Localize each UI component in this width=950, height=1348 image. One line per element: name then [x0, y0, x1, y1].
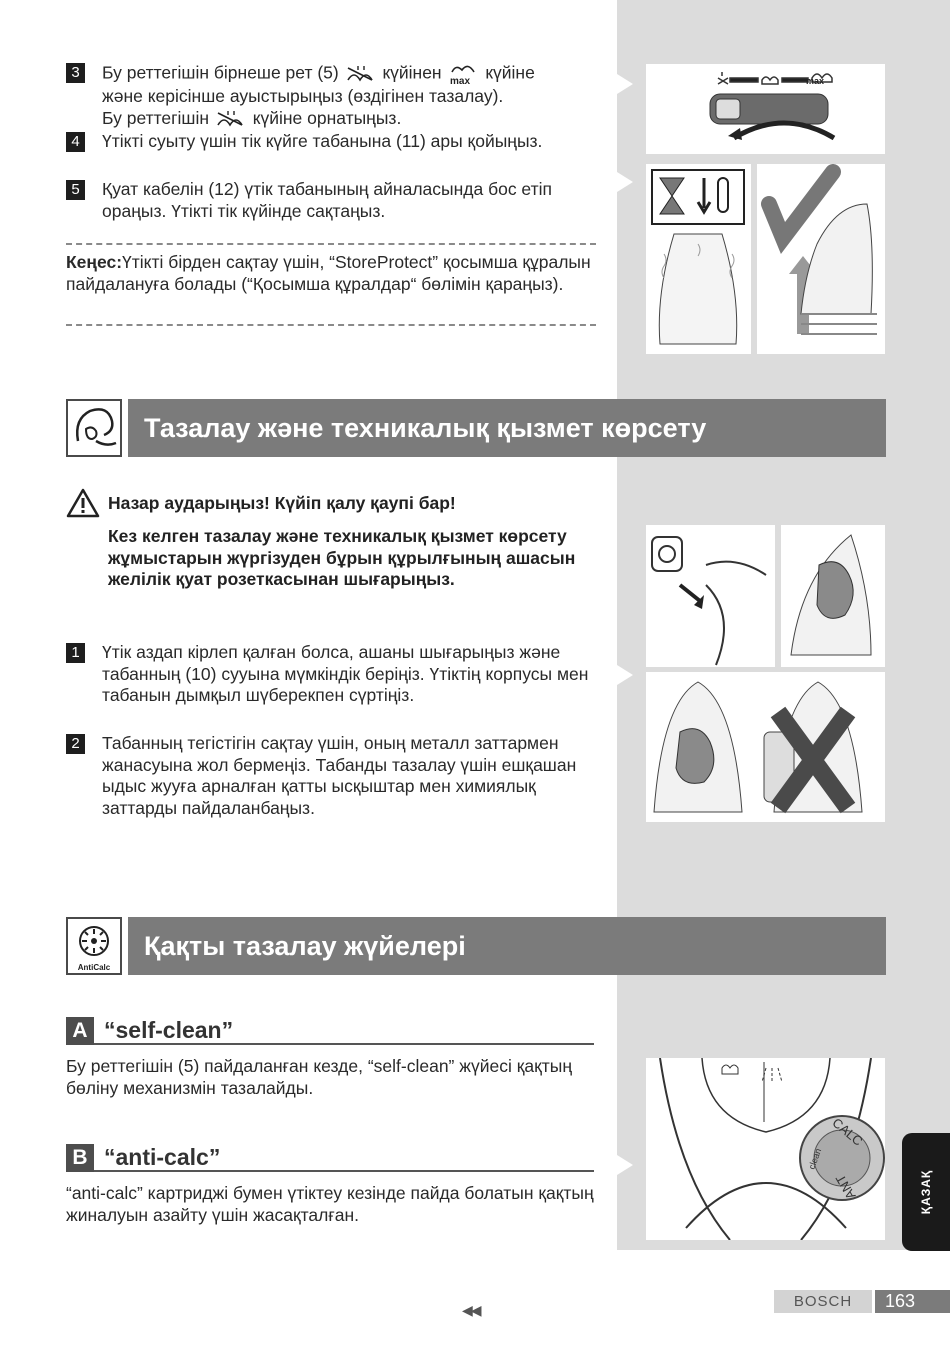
panel-pointer — [617, 665, 633, 685]
tip-text: Үтікті бірден сақтау үшін, “StoreProtect” қосымша құралын пайдалануға болады (“Қосымша құралдар“ бөлімін қараңыз). — [66, 252, 591, 294]
back-navigation-icon[interactable]: ◀◀ — [462, 1302, 480, 1318]
no-steam-icon — [344, 64, 378, 84]
step-4-text: Үтікті суыту үшін тік күйге табанына (11) ары қойыңыз. — [102, 131, 543, 151]
language-tab[interactable] — [902, 1133, 950, 1251]
panel-pointer — [617, 1155, 633, 1175]
banner-separator — [124, 917, 128, 975]
anti-label: ANT — [832, 1171, 859, 1202]
anticalc-icon — [66, 917, 122, 975]
step-number: 3 — [66, 63, 85, 83]
brand-label: BOSCH — [774, 1290, 872, 1313]
anticalc-icon-label: AntiCalc — [77, 963, 111, 972]
anticalc-cartridge-illustration — [646, 1058, 885, 1240]
no-steam-icon — [214, 109, 248, 129]
tip-divider-bottom — [66, 324, 596, 326]
subsection-letter: A — [66, 1017, 94, 1045]
max-steam-icon — [446, 62, 480, 86]
subsection-name: “self-clean” — [104, 1017, 234, 1043]
steam-regulator-illustration — [646, 64, 885, 154]
step-3-line: күйінен — [382, 62, 442, 83]
wipe-soleplate-illustration — [646, 672, 885, 822]
step-5-text: Қуат кабелін (12) үтік табанының айналасында бос етіп ораңыз. Үтікті тік күйінде сақтаңыз. — [102, 179, 552, 221]
wipe-body-illustration — [781, 525, 885, 667]
step-5 — [66, 179, 606, 222]
svg-text:max: max — [450, 76, 471, 86]
cleaning-step-1 — [66, 642, 606, 707]
step-4 — [66, 131, 606, 153]
warning-body: Кез келген тазалау және техникалық қызмет көрсету жұмыстарын жүргізуден бұрын құрылғының ашасын желілік қуат розеткасынан шығарыңыз. — [108, 526, 576, 589]
section-title: Қақты тазалау жүйелері — [144, 931, 466, 961]
cleaning-section-banner — [66, 399, 886, 457]
subsection-a-text: Бу реттегішін (5) пайдаланған кезде, “self-clean” жүйесі қақтың бөліну механизмін тазалайды. — [66, 1056, 573, 1098]
banner-separator — [124, 399, 128, 457]
unplug-illustration — [646, 525, 775, 667]
cleaning-step-2 — [66, 733, 606, 819]
tip-box — [66, 252, 606, 295]
step-number: 2 — [66, 734, 85, 754]
section-title: Тазалау және техникалық қызмет көрсету — [144, 413, 707, 443]
step-3-line: күйіне — [485, 62, 535, 83]
panel-pointer — [617, 172, 633, 192]
subsection-name: “anti-calc” — [104, 1144, 221, 1170]
cleaning-icon — [66, 399, 122, 457]
tip-divider-top — [66, 243, 596, 245]
iron-cooling-illustration — [646, 164, 751, 354]
panel-pointer — [617, 74, 633, 94]
cleaning-step-1-text: Үтік аздап кірлеп қалған болса, ашаны шығарыңыз және табанның (10) сууына мүмкіндік беріңіз. Үтіктің корпусы мен табанын дымқыл шүберекпен сүртіңіз. — [102, 642, 589, 705]
step-3-line: күйіне орнатыңыз. — [252, 107, 402, 128]
max-label: max — [806, 76, 825, 86]
warning-title: Назар аударыңыз! Күйіп қалу қаупі бар! — [108, 493, 456, 513]
step-3-line: және керісінше ауыстырыңыз (өздігінен тазалау). — [102, 86, 504, 106]
anticalc-section-banner — [66, 917, 886, 975]
step-3-line: Бу реттегішін — [102, 107, 210, 128]
iron-upright-illustration — [757, 164, 885, 354]
step-3 — [66, 62, 606, 129]
language-tab-label: ҚАЗАҚ — [919, 1169, 933, 1215]
warning-icon — [66, 488, 100, 523]
step-3-text — [102, 62, 606, 129]
subsection-a-header — [66, 1015, 594, 1045]
subsection-b-text: “anti-calc” картриджі бумен үтіктеу кезінде пайда болатын қақтың жиналуын азайту үшін жасақталған. — [66, 1183, 594, 1225]
subsection-letter: B — [66, 1144, 94, 1172]
subsection-b-header — [66, 1142, 594, 1172]
clean-label: clean — [806, 1147, 824, 1171]
tip-label: Кеңес: — [66, 252, 123, 272]
calc-label: CALC — [829, 1114, 866, 1149]
cleaning-step-2-text: Табанның тегістігін сақтау үшін, оның металл заттармен жанасуына жол бермеңіз. Табанды тазалау үшін ешқашан ыдыс жууға арналған қатты ысқыштар мен химиялық заттарды пайдаланбаңыз. — [102, 733, 577, 818]
step-3-line: Бу реттегішін бірнеше рет (5) — [102, 62, 339, 83]
step-number: 4 — [66, 132, 85, 152]
page-number: 163 — [875, 1290, 950, 1313]
step-number: 5 — [66, 180, 85, 200]
step-number: 1 — [66, 643, 85, 663]
